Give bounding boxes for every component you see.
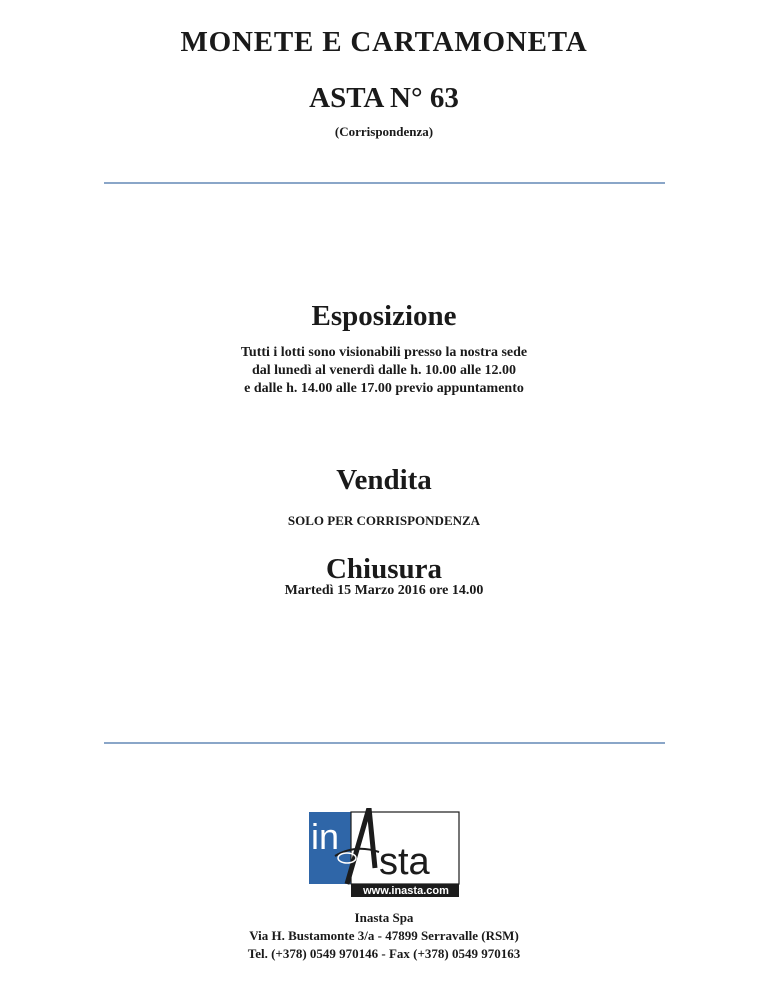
footer-contacts: Tel. (+378) 0549 970146 - Fax (+378) 0549 970163 <box>247 946 521 961</box>
auction-subtitle: (Corrispondenza) <box>334 124 434 139</box>
section-heading-vendita: Vendita <box>336 464 432 496</box>
auction-number: ASTA N° 63 <box>309 82 459 114</box>
chiusura-date: Martedì 15 Marzo 2016 ore 14.00 <box>284 583 484 598</box>
vendita-text: SOLO PER CORRISPONDENZA <box>287 513 481 528</box>
inasta-logo <box>309 808 461 898</box>
esposizione-text <box>0 344 768 398</box>
divider-bottom <box>104 742 665 744</box>
logo-url-text: www.inasta.com <box>363 885 449 897</box>
esposizione-line: dal lunedì al venerdì dalle h. 10.00 alle 12.00 <box>251 363 517 378</box>
document-title: MONETE E CARTAMONETA <box>180 26 588 58</box>
divider-top <box>104 182 665 184</box>
section-heading-chiusura: Chiusura <box>325 553 443 585</box>
logo-word-sta: sta <box>379 841 430 883</box>
footer-street: Via H. Bustamonte 3/a - 47899 Serravalle (RSM) <box>249 928 519 943</box>
footer-company: Inasta Spa <box>354 910 414 925</box>
esposizione-line: e dalle h. 14.00 alle 17.00 previo appuntamento <box>244 381 524 396</box>
esposizione-line: Tutti i lotti sono visionabili presso la nostra sede <box>240 345 528 360</box>
section-heading-esposizione: Esposizione <box>311 300 457 332</box>
logo-word-in: in <box>311 816 340 857</box>
footer-address <box>0 909 768 963</box>
